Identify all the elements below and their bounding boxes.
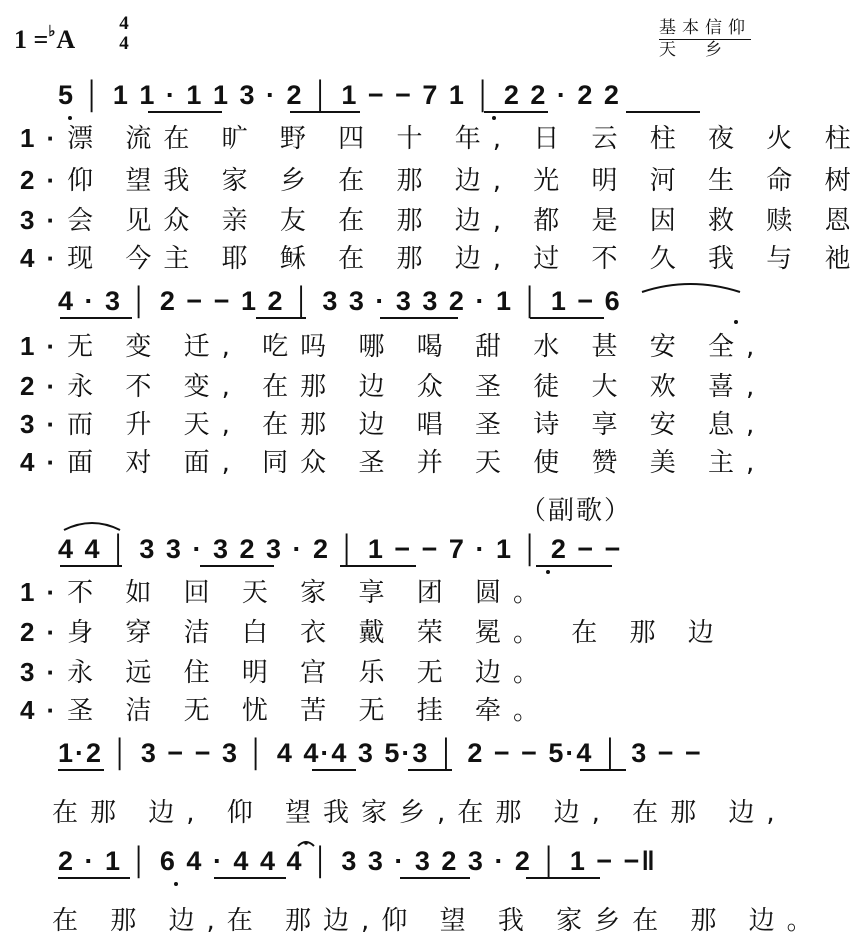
notation-line-4: 1·2 │ 3 − − 3 │ 4 4·4 3 5·3 │ 2 − − 5·4 │ 3 − − <box>58 738 703 768</box>
lyric-row: 3·会 见众 亲 友 在 那 边, 都 是 因 救 赎 恩 <box>20 205 863 236</box>
time-signature-top: 4 <box>119 13 129 34</box>
lyric-row: 3·永 远 住 明 宫 乐 无 边。 <box>20 657 551 688</box>
octave-dot <box>734 320 738 324</box>
lyric-row: 4·面 对 面, 同众 圣 并 天 使 赞 美 主, <box>20 447 767 478</box>
notation-line-5: 2 · 1 │ 6 4 · 4 4 4 │ 3 3 · 3 2 3 · 2 │ 1 − −‖ <box>58 846 657 876</box>
notation-line-1: 5 │ 1 1 · 1 1 3 · 2 │ 1 − − 7 1 │ 2 2 · 2 2 <box>58 80 621 110</box>
lyric-row: 在那 边, 仰 望我家乡,在那 边, 在那 边, <box>52 798 787 828</box>
lyric-row: 2·仰 望我 家 乡 在 那 边, 光 明 河 生 命 树 <box>20 165 863 196</box>
fermata-dot <box>304 841 308 845</box>
lyric-row: 1·不 如 回 天 家 享 团 圆。 <box>20 577 551 608</box>
tie-slur <box>64 523 120 530</box>
lyric-row: 4·现 今主 耶 稣 在 那 边, 过 不 久 我 与 祂 <box>20 243 863 274</box>
key-signature: 1 =♭A <box>14 24 76 54</box>
lyric-row: 3·而 升 天, 在那 边 唱 圣 诗 享 安 息, <box>20 409 767 440</box>
source-line-2: 天 乡 <box>659 40 728 60</box>
octave-dot <box>546 570 550 574</box>
notation-line-3: 4 4 │ 3 3 · 3 2 3 · 2 │ 1 − − 7 · 1 │ 2 − − <box>58 534 623 564</box>
octave-dot <box>492 116 496 120</box>
tie-slur <box>642 284 740 292</box>
octave-dot <box>174 882 178 886</box>
source-line-1: 基本信仰 <box>659 18 751 38</box>
notation-line-2: 4 · 3 │ 2 − − 1 2 │ 3 3 · 3 3 2 · 1 │ 1 − 6 <box>58 286 622 316</box>
lyric-row: 4·圣 洁 无 忧 苦 无 挂 牵。 <box>20 695 551 726</box>
lyric-row: 在 那 边,在 那边,仰 望 我 家乡在 那 边。 <box>52 906 825 936</box>
lyric-row: 2·身 穿 洁 白 衣 戴 荣 冕。 在 那 边 <box>20 617 726 648</box>
lyric-row: 1·漂 流在 旷 野 四 十 年, 日 云 柱 夜 火 柱 <box>20 123 863 154</box>
octave-dot <box>68 116 72 120</box>
lyric-row: 1·无 变 迁, 吃吗 哪 喝 甜 水 甚 安 全, <box>20 331 767 362</box>
lyric-row: 2·永 不 变, 在那 边 众 圣 徒 大 欢 喜, <box>20 371 767 402</box>
time-signature-bottom: 4 <box>119 33 129 54</box>
refrain-label: （副歌） <box>520 496 633 526</box>
